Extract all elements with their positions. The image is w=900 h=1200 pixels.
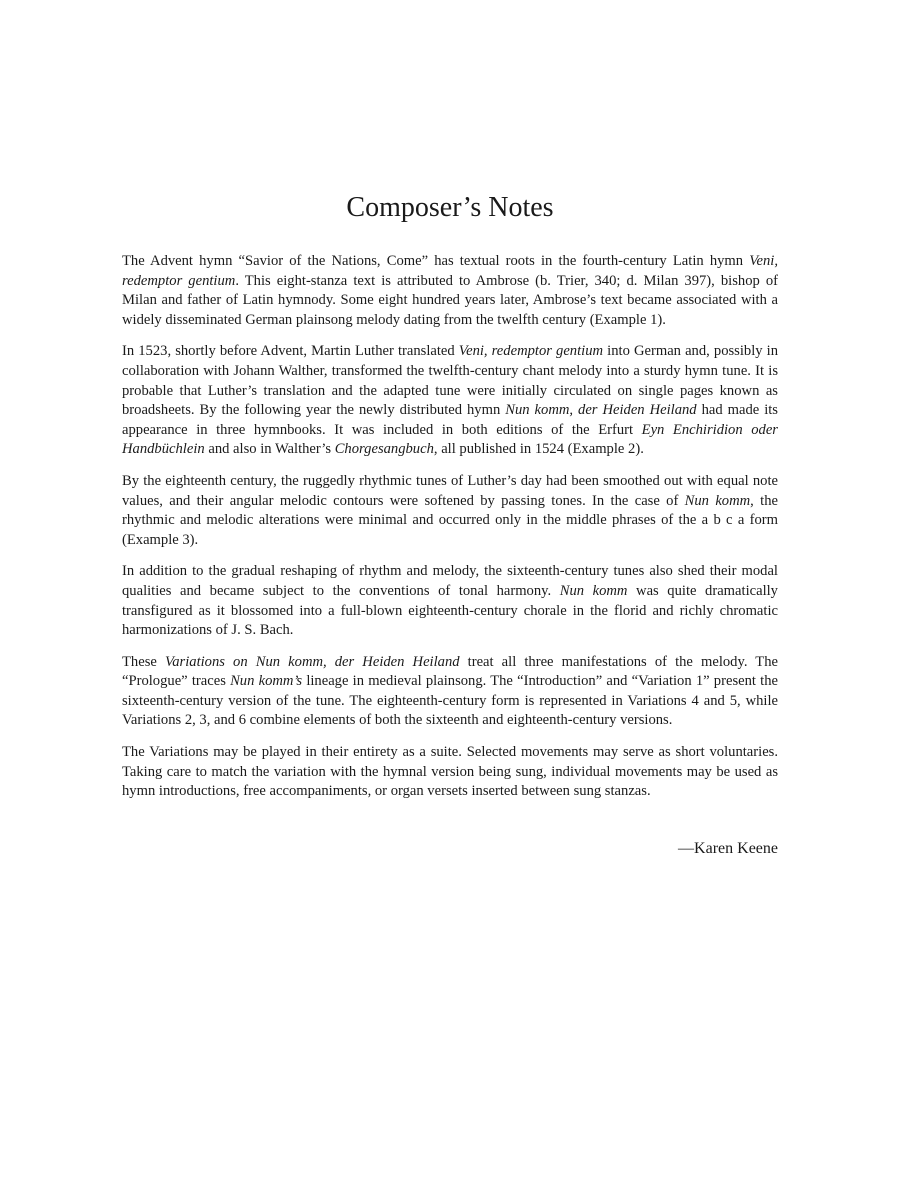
italic-title-text: Variations on Nun komm, der Heiden Heiland <box>164 653 460 670</box>
composers-notes-page <box>122 188 778 860</box>
paragraph-2 <box>122 342 778 460</box>
italic-title-text: Nun komm <box>684 492 751 509</box>
paragraph-6 <box>122 743 778 802</box>
paragraph-text: was quite dramatically transfigured as it blossomed into a full-blown eighteenth-century chorale in the florid and richly chromatic harmonizations of J. S. Bach. <box>122 582 778 639</box>
paragraph-4 <box>122 562 778 640</box>
paragraph-5 <box>122 653 778 731</box>
paragraph-text: . This eight-stanza text is attributed to Ambrose (b. Trier, 340; d. Milan 397), bishop of Milan and father of Latin hymnody. Some eight hundred years later, Ambrose’s text became associated with a widely disseminated German plainsong melody dating from the twelfth century (Example 1). <box>122 272 778 328</box>
italic-title-text: Nun komm <box>559 582 628 599</box>
paragraph-text: had made its appearance in three hymnbooks. It was included in both editions of the Erfurt <box>122 402 778 438</box>
paragraph-text: In addition to the gradual reshaping of rhythm and melody, the sixteenth-century tunes also shed their modal qualities and became subject to the conventions of tonal harmony. <box>122 563 778 599</box>
paragraph-text: In 1523, shortly before Advent, Martin Luther translated <box>122 343 459 360</box>
paragraph-text: By the eighteenth century, the ruggedly rhythmic tunes of Luther’s day had been smoothed out with equal note values, and their angular melodic contours were softened by passing tones. In the case of <box>122 472 778 509</box>
italic-title-text: Veni, redemptor gentium <box>458 343 604 360</box>
paragraph-text: These <box>122 653 165 670</box>
paragraph-text: , the rhythmic and melodic alterations were minimal and occurred only in the middle phrases of the a b c a form (Example 3). <box>122 492 778 548</box>
italic-title-text: Eyn Enchiridion oder Handbüchlein <box>122 421 778 458</box>
author-signature: —Karen Keene <box>678 839 778 857</box>
paragraph-text: treat all three manifestations of the melody. The “Prologue” traces <box>122 653 778 690</box>
paragraph-3 <box>122 472 778 550</box>
page-title: Composer’s Notes <box>346 192 554 223</box>
paragraph-text: The Advent hymn “Savior of the Nations, Come” has textual roots in the fourth-century Latin hymn <box>122 253 750 269</box>
italic-title-text: Nun komm’s <box>230 673 303 690</box>
paragraph-text: lineage in medieval plainsong. The “Introduction” and “Variation 1” present the sixteenth-century version of the tune. The eighteenth-century form is represented in Variations 4 and 5, while Variations 2, 3, and 6 combine elements of both the sixteenth and eighteenth-century versions. <box>122 673 778 729</box>
paragraph-text: into German and, possibly in collaboration with Johann Walther, transformed the twelfth-century chant melody into a sturdy hymn tune. It is probable that Luther’s translation and the adapted tune were initially circulated on single pages known as broadsheets. By the following year the newly distributed hymn <box>122 343 779 419</box>
paragraph-text: , all published in 1524 (Example 2). <box>433 441 644 458</box>
paragraph-1 <box>122 252 778 330</box>
notes-body <box>122 252 778 802</box>
italic-title-text: Chorgesangbuch <box>334 441 434 458</box>
paragraph-text: and also in Walther’s <box>204 441 335 458</box>
italic-title-text: Nun komm, der Heiden Heiland <box>505 402 697 419</box>
italic-title-text: Veni, redemptor gentium <box>122 253 778 289</box>
paragraph-text: The Variations may be played in their entirety as a suite. Selected movements may serve as short voluntaries. Taking care to match the variation with the hymnal version being sung, individual movements may be used as hymn introductions, free accompaniments, or organ versets inserted between sung stanzas. <box>122 744 778 800</box>
